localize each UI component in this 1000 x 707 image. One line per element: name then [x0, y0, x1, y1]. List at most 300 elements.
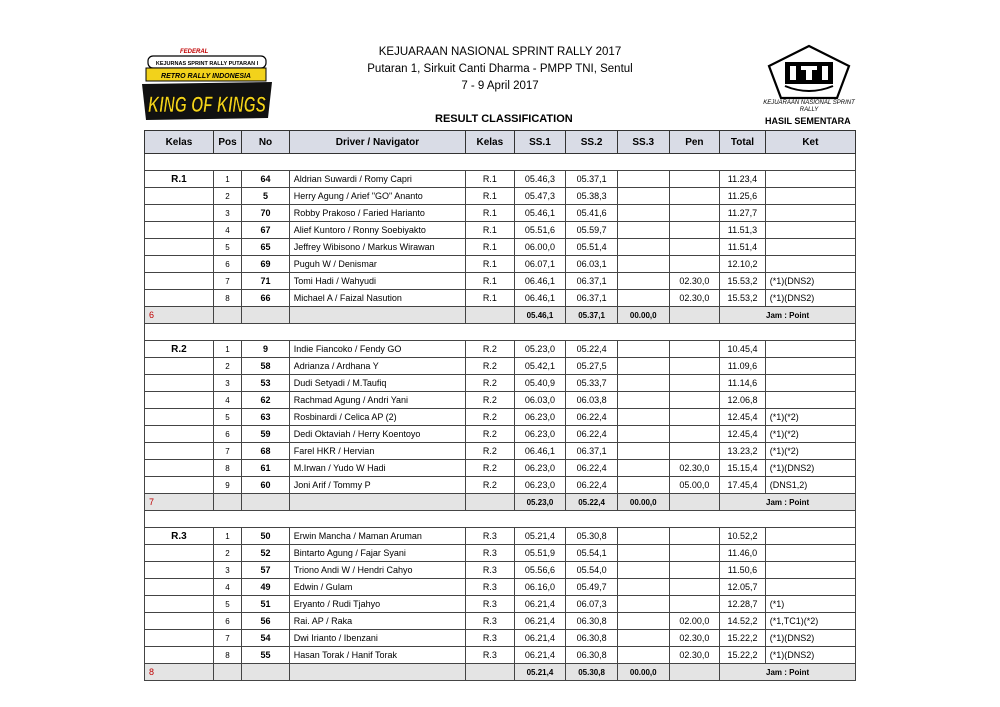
row-ss1: 05.21,4: [514, 528, 566, 545]
row-ss1: 05.56,6: [514, 562, 566, 579]
row-pos: 2: [213, 545, 241, 562]
row-remarks: (DNS1,2): [765, 477, 855, 494]
row-driver-navigator: Alief Kuntoro / Ronny Soebiyakto: [289, 222, 465, 239]
row-penalty: 02.30,0: [669, 647, 720, 664]
row-penalty: [669, 358, 720, 375]
row-remarks: (*1)(*2): [765, 426, 855, 443]
row-kelas: R.1: [466, 205, 515, 222]
king-of-kings-logo: [140, 46, 275, 126]
row-car-number: 70: [242, 205, 290, 222]
row-kelas: R.3: [466, 562, 515, 579]
row-class-cell: R.2: [145, 341, 214, 358]
row-class-cell: [145, 477, 214, 494]
row-total: 15.22,2: [720, 647, 766, 664]
row-ss1: 05.42,1: [514, 358, 566, 375]
row-ss1: 06.46,1: [514, 443, 566, 460]
row-pos: 2: [213, 358, 241, 375]
summary-empty: [213, 494, 241, 511]
row-ss2: 06.22,4: [566, 477, 618, 494]
row-total: 13.23,2: [720, 443, 766, 460]
row-penalty: [669, 562, 720, 579]
row-driver-navigator: Erwin Mancha / Maman Aruman: [289, 528, 465, 545]
summary-jam-point: Jam : Point: [720, 307, 856, 324]
row-ss3: [617, 171, 669, 188]
row-penalty: [669, 205, 720, 222]
row-pos: 2: [213, 188, 241, 205]
row-class-cell: [145, 545, 214, 562]
row-ss3: [617, 341, 669, 358]
row-total: 12.06,8: [720, 392, 766, 409]
summary-best-ss3: 00.00,0: [617, 664, 669, 681]
logo-main-text: KING OF KINGS: [148, 92, 267, 117]
row-pos: 7: [213, 273, 241, 290]
row-class-cell: [145, 579, 214, 596]
row-remarks: (*1)(DNS2): [765, 290, 855, 307]
row-ss2: 06.22,4: [566, 409, 618, 426]
row-penalty: [669, 596, 720, 613]
row-ss2: 06.03,8: [566, 392, 618, 409]
row-driver-navigator: Aldrian Suwardi / Romy Capri: [289, 171, 465, 188]
summary-empty: [669, 664, 720, 681]
row-ss3: [617, 562, 669, 579]
summary-best-ss2: 05.30,8: [566, 664, 618, 681]
summary-count: 8: [145, 664, 214, 681]
table-row: [145, 630, 856, 647]
row-class-cell: [145, 222, 214, 239]
group-summary-row: [145, 664, 856, 681]
row-ss1: 05.51,9: [514, 545, 566, 562]
row-ss1: 05.23,0: [514, 341, 566, 358]
row-car-number: 53: [242, 375, 290, 392]
row-car-number: 59: [242, 426, 290, 443]
row-ss1: 06.03,0: [514, 392, 566, 409]
row-ss3: [617, 443, 669, 460]
table-row: [145, 188, 856, 205]
imi-emblem-logo: [763, 44, 855, 126]
summary-empty: [213, 307, 241, 324]
row-pos: 4: [213, 392, 241, 409]
row-total: 10.52,2: [720, 528, 766, 545]
row-kelas: R.3: [466, 613, 515, 630]
table-row: [145, 239, 856, 256]
row-ss1: 05.47,3: [514, 188, 566, 205]
row-ss2: 06.37,1: [566, 273, 618, 290]
row-pos: 4: [213, 579, 241, 596]
row-remarks: [765, 562, 855, 579]
row-remarks: (*1)(DNS2): [765, 647, 855, 664]
row-kelas: R.2: [466, 426, 515, 443]
row-remarks: [765, 205, 855, 222]
row-ss3: [617, 647, 669, 664]
row-car-number: 66: [242, 290, 290, 307]
table-row: [145, 222, 856, 239]
row-car-number: 68: [242, 443, 290, 460]
row-ss1: 05.40,9: [514, 375, 566, 392]
summary-empty: [213, 664, 241, 681]
row-car-number: 54: [242, 630, 290, 647]
row-driver-navigator: Rai. AP / Raka: [289, 613, 465, 630]
row-pos: 7: [213, 443, 241, 460]
row-ss3: [617, 596, 669, 613]
col-header-ss3: SS.3: [617, 131, 669, 154]
row-pos: 8: [213, 460, 241, 477]
row-class-cell: [145, 647, 214, 664]
row-driver-navigator: Rosbinardi / Celica AP (2): [289, 409, 465, 426]
row-car-number: 65: [242, 239, 290, 256]
table-row: [145, 562, 856, 579]
row-car-number: 58: [242, 358, 290, 375]
row-ss1: 06.21,4: [514, 647, 566, 664]
row-ss2: 05.41,6: [566, 205, 618, 222]
row-class-cell: [145, 460, 214, 477]
row-ss1: 06.21,4: [514, 596, 566, 613]
row-ss1: 05.46,3: [514, 171, 566, 188]
row-remarks: (*1,TC1)(*2): [765, 613, 855, 630]
row-penalty: [669, 341, 720, 358]
row-total: 12.28,7: [720, 596, 766, 613]
row-total: 12.45,4: [720, 426, 766, 443]
row-kelas: R.2: [466, 341, 515, 358]
event-title: KEJUARAAN NASIONAL SPRINT RALLY 2017: [378, 46, 622, 58]
row-class-cell: [145, 358, 214, 375]
row-driver-navigator: Herry Agung / Arief "GO" Ananto: [289, 188, 465, 205]
row-penalty: 05.00,0: [669, 477, 720, 494]
row-remarks: (*1)(DNS2): [765, 273, 855, 290]
row-penalty: 02.30,0: [669, 273, 720, 290]
row-class-cell: R.3: [145, 528, 214, 545]
row-driver-navigator: Indie Fiancoko / Fendy GO: [289, 341, 465, 358]
col-header-ket: Ket: [765, 131, 855, 154]
row-ss1: 06.46,1: [514, 290, 566, 307]
result-classification-title: RESULT CLASSIFICATION: [435, 113, 573, 125]
row-driver-navigator: Rachmad Agung / Andri Yani: [289, 392, 465, 409]
row-kelas: R.2: [466, 358, 515, 375]
row-total: 11.46,0: [720, 545, 766, 562]
summary-best-ss3: 00.00,0: [617, 307, 669, 324]
row-driver-navigator: Bintarto Agung / Fajar Syani: [289, 545, 465, 562]
row-ss3: [617, 273, 669, 290]
event-venue: Putaran 1, Sirkuit Canti Dharma - PMPP TNI, Sentul: [367, 63, 633, 75]
row-class-cell: R.1: [145, 171, 214, 188]
table-row: [145, 256, 856, 273]
row-pos: 8: [213, 290, 241, 307]
table-body: [145, 154, 856, 681]
row-car-number: 51: [242, 596, 290, 613]
row-pos: 3: [213, 205, 241, 222]
row-car-number: 60: [242, 477, 290, 494]
row-remarks: [765, 341, 855, 358]
row-total: 15.53,2: [720, 290, 766, 307]
summary-empty: [242, 664, 290, 681]
row-pos: 9: [213, 477, 241, 494]
row-ss2: 06.07,3: [566, 596, 618, 613]
row-car-number: 64: [242, 171, 290, 188]
row-total: 12.10,2: [720, 256, 766, 273]
row-pos: 6: [213, 426, 241, 443]
row-driver-navigator: Dedi Oktaviah / Herry Koentoyo: [289, 426, 465, 443]
row-car-number: 63: [242, 409, 290, 426]
row-driver-navigator: Hasan Torak / Hanif Torak: [289, 647, 465, 664]
row-ss3: [617, 545, 669, 562]
row-total: 11.25,6: [720, 188, 766, 205]
row-ss3: [617, 630, 669, 647]
table-row: [145, 409, 856, 426]
summary-empty: [669, 307, 720, 324]
row-total: 11.51,3: [720, 222, 766, 239]
row-car-number: 52: [242, 545, 290, 562]
row-ss3: [617, 290, 669, 307]
row-class-cell: [145, 188, 214, 205]
row-pos: 4: [213, 222, 241, 239]
row-ss2: 05.54,1: [566, 545, 618, 562]
row-class-cell: [145, 409, 214, 426]
row-pos: 5: [213, 409, 241, 426]
col-header-pos: Pos: [213, 131, 241, 154]
row-ss2: 05.37,1: [566, 171, 618, 188]
row-kelas: R.2: [466, 392, 515, 409]
row-car-number: 69: [242, 256, 290, 273]
col-header-ss1: SS.1: [514, 131, 566, 154]
col-header-kelas: Kelas: [466, 131, 515, 154]
row-kelas: R.2: [466, 477, 515, 494]
row-class-cell: [145, 613, 214, 630]
row-car-number: 9: [242, 341, 290, 358]
row-ss2: 06.30,8: [566, 630, 618, 647]
row-penalty: [669, 579, 720, 596]
row-penalty: [669, 443, 720, 460]
row-ss1: 06.46,1: [514, 273, 566, 290]
row-ss2: 05.27,5: [566, 358, 618, 375]
row-ss2: 05.38,3: [566, 188, 618, 205]
row-kelas: R.2: [466, 443, 515, 460]
summary-empty: [242, 494, 290, 511]
row-driver-navigator: Joni Arif / Tommy P: [289, 477, 465, 494]
row-pos: 3: [213, 375, 241, 392]
row-pos: 1: [213, 341, 241, 358]
row-penalty: [669, 375, 720, 392]
row-total: 11.51,4: [720, 239, 766, 256]
summary-best-ss2: 05.37,1: [566, 307, 618, 324]
row-penalty: [669, 256, 720, 273]
table-row: [145, 392, 856, 409]
row-penalty: [669, 239, 720, 256]
row-ss3: [617, 426, 669, 443]
row-kelas: R.2: [466, 375, 515, 392]
row-remarks: [765, 375, 855, 392]
row-ss2: 05.33,7: [566, 375, 618, 392]
row-pos: 6: [213, 256, 241, 273]
table-row: [145, 205, 856, 222]
row-kelas: R.1: [466, 256, 515, 273]
provisional-status-label: HASIL SEMENTARA: [765, 116, 851, 126]
row-car-number: 67: [242, 222, 290, 239]
row-remarks: (*1)(*2): [765, 443, 855, 460]
row-ss1: 06.16,0: [514, 579, 566, 596]
row-ss3: [617, 375, 669, 392]
row-ss2: 05.22,4: [566, 341, 618, 358]
col-header-class: Kelas: [145, 131, 214, 154]
table-row: [145, 647, 856, 664]
row-car-number: 5: [242, 188, 290, 205]
row-ss3: [617, 579, 669, 596]
table-row: [145, 596, 856, 613]
row-ss2: 06.37,1: [566, 443, 618, 460]
row-ss2: 06.22,4: [566, 460, 618, 477]
row-total: 11.23,4: [720, 171, 766, 188]
row-total: 11.14,6: [720, 375, 766, 392]
document-header: [0, 0, 1000, 128]
group-spacer: [145, 324, 856, 341]
row-driver-navigator: Farel HKR / Hervian: [289, 443, 465, 460]
row-driver-navigator: Puguh W / Denismar: [289, 256, 465, 273]
row-driver-navigator: Dwi Irianto / Ibenzani: [289, 630, 465, 647]
row-class-cell: [145, 392, 214, 409]
summary-jam-point: Jam : Point: [720, 494, 856, 511]
row-total: 15.22,2: [720, 630, 766, 647]
row-driver-navigator: Michael A / Faizal Nasution: [289, 290, 465, 307]
row-ss2: 05.51,4: [566, 239, 618, 256]
row-ss2: 06.22,4: [566, 426, 618, 443]
row-ss2: 06.37,1: [566, 290, 618, 307]
row-ss3: [617, 205, 669, 222]
event-title-block: [320, 44, 680, 95]
row-class-cell: [145, 256, 214, 273]
row-penalty: [669, 528, 720, 545]
table-header: [145, 131, 856, 154]
table-row: [145, 579, 856, 596]
row-ss1: 06.23,0: [514, 409, 566, 426]
summary-empty: [289, 664, 465, 681]
row-penalty: [669, 171, 720, 188]
event-dates: 7 - 9 April 2017: [461, 80, 539, 92]
row-remarks: [765, 545, 855, 562]
row-class-cell: [145, 443, 214, 460]
row-class-cell: [145, 239, 214, 256]
row-remarks: [765, 222, 855, 239]
row-ss1: 06.23,0: [514, 477, 566, 494]
row-remarks: [765, 528, 855, 545]
summary-best-ss2: 05.22,4: [566, 494, 618, 511]
row-ss3: [617, 613, 669, 630]
row-kelas: R.1: [466, 171, 515, 188]
row-pos: 5: [213, 239, 241, 256]
table-row: [145, 273, 856, 290]
table-row: [145, 358, 856, 375]
summary-best-ss1: 05.46,1: [514, 307, 566, 324]
row-penalty: 02.30,0: [669, 290, 720, 307]
row-penalty: 02.00,0: [669, 613, 720, 630]
row-ss1: 06.23,0: [514, 460, 566, 477]
row-ss2: 05.59,7: [566, 222, 618, 239]
row-total: 11.27,7: [720, 205, 766, 222]
row-penalty: 02.30,0: [669, 630, 720, 647]
row-class-cell: [145, 205, 214, 222]
row-kelas: R.1: [466, 188, 515, 205]
row-driver-navigator: M.Irwan / Yudo W Hadi: [289, 460, 465, 477]
row-ss1: 06.23,0: [514, 426, 566, 443]
row-kelas: R.3: [466, 630, 515, 647]
row-pos: 5: [213, 596, 241, 613]
row-total: 17.45,4: [720, 477, 766, 494]
row-driver-navigator: Robby Prakoso / Faried Harianto: [289, 205, 465, 222]
group-spacer: [145, 511, 856, 528]
table-row: [145, 528, 856, 545]
row-total: 12.05,7: [720, 579, 766, 596]
logo-line1-text: KEJURNAS SPRINT RALLY PUTARAN I: [155, 61, 259, 67]
row-pos: 1: [213, 171, 241, 188]
row-ss3: [617, 256, 669, 273]
col-header-total: Total: [720, 131, 766, 154]
row-total: 12.45,4: [720, 409, 766, 426]
row-pos: 3: [213, 562, 241, 579]
col-header-driver: Driver / Navigator: [289, 131, 465, 154]
group-spacer: [145, 154, 856, 171]
table-row: [145, 443, 856, 460]
imi-logo-caption: KEJUARAAN NASIONAL SPRINT RALLY: [763, 100, 855, 113]
row-ss3: [617, 239, 669, 256]
row-ss1: 05.46,1: [514, 205, 566, 222]
row-total: 15.15,4: [720, 460, 766, 477]
row-penalty: [669, 409, 720, 426]
row-ss2: 06.30,8: [566, 647, 618, 664]
row-ss3: [617, 460, 669, 477]
row-car-number: 56: [242, 613, 290, 630]
row-remarks: [765, 358, 855, 375]
row-penalty: [669, 222, 720, 239]
row-remarks: [765, 188, 855, 205]
spacer-cell: [145, 511, 856, 528]
row-pos: 6: [213, 613, 241, 630]
row-pos: 1: [213, 528, 241, 545]
row-driver-navigator: Edwin / Gulam: [289, 579, 465, 596]
row-kelas: R.2: [466, 409, 515, 426]
row-ss3: [617, 188, 669, 205]
row-total: 14.52,2: [720, 613, 766, 630]
row-ss2: 06.30,8: [566, 613, 618, 630]
row-ss2: 05.54,0: [566, 562, 618, 579]
row-driver-navigator: Dudi Setyadi / M.Taufiq: [289, 375, 465, 392]
row-driver-navigator: Jeffrey Wibisono / Markus Wirawan: [289, 239, 465, 256]
row-total: 15.53,2: [720, 273, 766, 290]
row-car-number: 61: [242, 460, 290, 477]
col-header-ss2: SS.2: [566, 131, 618, 154]
summary-empty: [289, 494, 465, 511]
table-row: [145, 426, 856, 443]
row-class-cell: [145, 375, 214, 392]
row-ss1: 06.21,4: [514, 613, 566, 630]
table-row: [145, 375, 856, 392]
row-kelas: R.3: [466, 545, 515, 562]
row-class-cell: [145, 426, 214, 443]
row-car-number: 49: [242, 579, 290, 596]
summary-empty: [242, 307, 290, 324]
results-table: [144, 130, 856, 681]
col-header-no: No: [242, 131, 290, 154]
row-total: 11.09,6: [720, 358, 766, 375]
row-ss3: [617, 222, 669, 239]
row-kelas: R.3: [466, 647, 515, 664]
row-remarks: (*1)(DNS2): [765, 630, 855, 647]
row-kelas: R.2: [466, 460, 515, 477]
table-row: [145, 460, 856, 477]
summary-empty: [466, 494, 515, 511]
row-car-number: 50: [242, 528, 290, 545]
row-pos: 7: [213, 630, 241, 647]
summary-count: 6: [145, 307, 214, 324]
row-penalty: [669, 188, 720, 205]
row-ss1: 06.07,1: [514, 256, 566, 273]
row-car-number: 55: [242, 647, 290, 664]
